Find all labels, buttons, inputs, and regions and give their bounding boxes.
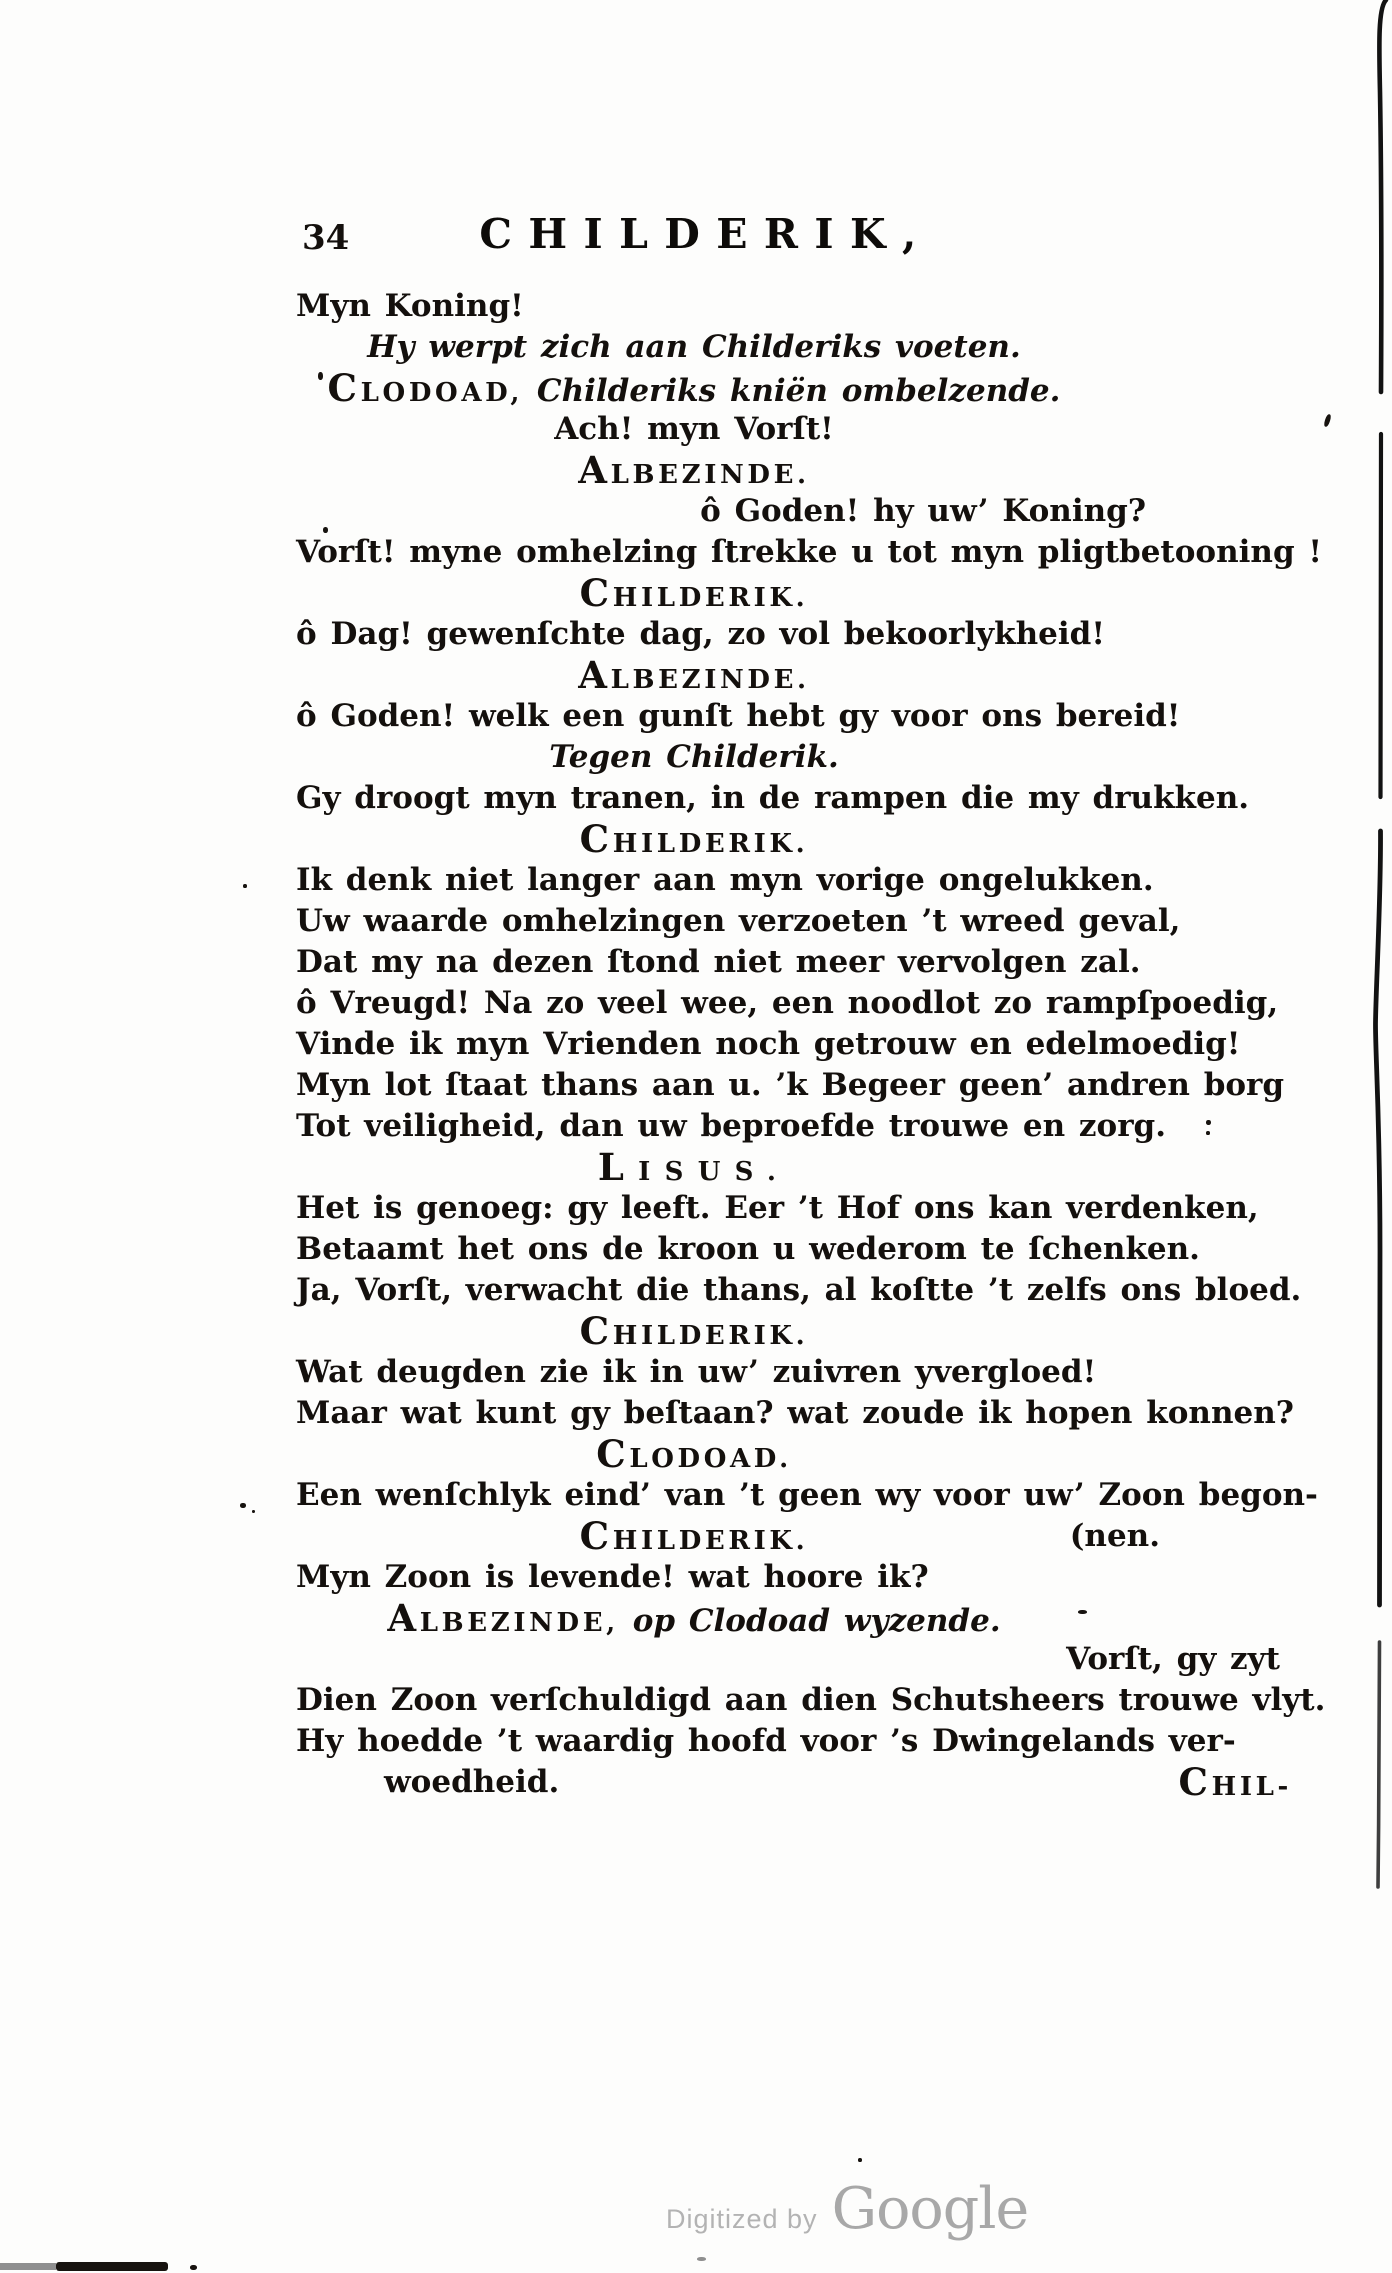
verse-line: Gy droogt myn tranen, in de rampen die my drukken.: [296, 780, 1250, 816]
speaker-heading: CLODOAD.: [596, 1432, 792, 1476]
verse-line-right: Vorſt, gy zyt: [1066, 1641, 1280, 1677]
verse-line: ô Dag! gewenſchte dag, zo vol bekoorlykheid!: [296, 616, 1105, 652]
verse-line: ô Vreugd! Na zo veel wee, een noodlot zo rampſpoedig,: [296, 985, 1279, 1021]
watermark-prefix: Digitized by: [666, 2204, 818, 2234]
verse-line: Uw waarde omhelzingen verzoeten ’t wreed geval,: [296, 903, 1181, 939]
turnover-syllable: (nen.: [1069, 1518, 1160, 1554]
page-header: [296, 210, 1212, 262]
ink-speck: [323, 527, 328, 533]
ink-speck: [1206, 1120, 1211, 1125]
centered-line: Ach! myn Vorſt!: [554, 411, 834, 447]
verse-line: Vorſt! myne omhelzing ſtrekke u tot myn pligtbetooning !: [296, 534, 1323, 570]
verse-line: Dat my na dezen ſtond niet meer vervolgen zal.: [296, 944, 1141, 980]
speaker-heading: CHILDERIK.: [579, 1309, 809, 1353]
speaker-name: ALBEZINDE,: [387, 1596, 619, 1640]
verse-line: Hy hoedde ’t waardig hoofd voor ’s Dwingelands ver-: [296, 1723, 1236, 1759]
verse-line: Maar wat kunt gy beſtaan? wat zoude ik hopen konnen?: [296, 1395, 1294, 1431]
speaker-heading: ALBEZINDE.: [578, 448, 810, 492]
ink-speck: [240, 1503, 246, 1508]
stage-direction: Hy werpt zich aan Childeriks voeten.: [367, 329, 1021, 365]
stage-direction: Childeriks kniën ombelzende.: [536, 373, 1061, 409]
verse-line-right: ô Goden! hy uw’ Koning?: [700, 493, 1146, 529]
verse-line: Dien Zoon verſchuldigd aan dien Schutsheers trouwe vlyt.: [296, 1682, 1326, 1718]
speaker-heading: CHILDERIK.: [579, 817, 809, 861]
speaker-with-stage-direction: [236, 1598, 1152, 1639]
verse-line: Wat deugden zie ik in uw’ zuivren yvergloed!: [296, 1354, 1097, 1390]
speaker-name: CHILDERIK.: [579, 1514, 809, 1558]
stage-direction: Tegen Childerik.: [549, 739, 839, 775]
page-number: 34: [302, 218, 350, 258]
stage-direction: op Clodoad wyzende.: [632, 1603, 1001, 1639]
ink-speck: [858, 2158, 862, 2162]
verse-line: Myn Zoon is levende! wat hoore ik?: [296, 1559, 929, 1595]
verse-line: Ja, Vorſt, verwacht die thans, al koſtte ’t zelfs ons bloed.: [296, 1272, 1302, 1308]
ink-speck: [243, 884, 247, 888]
ink-speck: [1078, 1610, 1087, 1614]
digitized-by-google-watermark: [666, 2176, 1028, 2242]
verse-line: Vinde ik myn Vrienden noch getrouw en edelmoedig!: [296, 1026, 1241, 1062]
verse-line: Een wenſchlyk eind’ van ’t geen wy voor uw’ Zoon begon-: [296, 1477, 1318, 1513]
ink-speck: [1323, 414, 1332, 428]
verse-line: Ik denk niet langer aan myn vorige ongelukken.: [296, 862, 1154, 898]
verse-line: Myn lot ſtaat thans aan u. ’k Begeer geen’ andren borg: [296, 1067, 1285, 1103]
verse-line: Betaamt het ons de kroon u wederom te ſchenken.: [296, 1231, 1200, 1267]
verse-runover: woedheid.: [384, 1764, 560, 1800]
text-block: [296, 210, 1326, 1804]
verse-line: Tot veiligheid, dan uw beproefde trouwe en zorg.: [296, 1108, 1166, 1144]
speaker-name: CLODOAD,: [327, 366, 524, 410]
ink-speck: [190, 2265, 197, 2270]
verse-line-with-catchword: [296, 1760, 1292, 1804]
speaker-heading: CHILDERIK.: [579, 571, 809, 615]
ink-speck: [0, 2263, 56, 2270]
speaker-heading-with-turnover: [236, 1514, 1160, 1558]
speaker-heading: ALBEZINDE.: [578, 653, 810, 697]
ink-speck: [56, 2262, 168, 2271]
verse-line: ô Goden! welk een gunſt hebt gy voor ons bereid!: [296, 698, 1181, 734]
speaker-with-stage-direction: [236, 368, 1152, 409]
ink-speck: [697, 2257, 706, 2261]
scan-edge-line: [1366, 0, 1392, 1900]
ink-speck: [1206, 1131, 1210, 1135]
google-logo: Google: [831, 2176, 1029, 2242]
page-title: CHILDERIK,: [479, 210, 933, 258]
ink-speck: [252, 1510, 255, 1513]
catchword: CHIL-: [1178, 1760, 1292, 1804]
speaker-heading: LISUS.: [597, 1145, 791, 1189]
verse-line: Myn Koning!: [296, 288, 524, 324]
ink-speck: [318, 372, 323, 380]
play-text: [296, 286, 1326, 1804]
verse-line: Het is genoeg: gy leeft. Eer ’t Hof ons kan verdenken,: [296, 1190, 1259, 1226]
